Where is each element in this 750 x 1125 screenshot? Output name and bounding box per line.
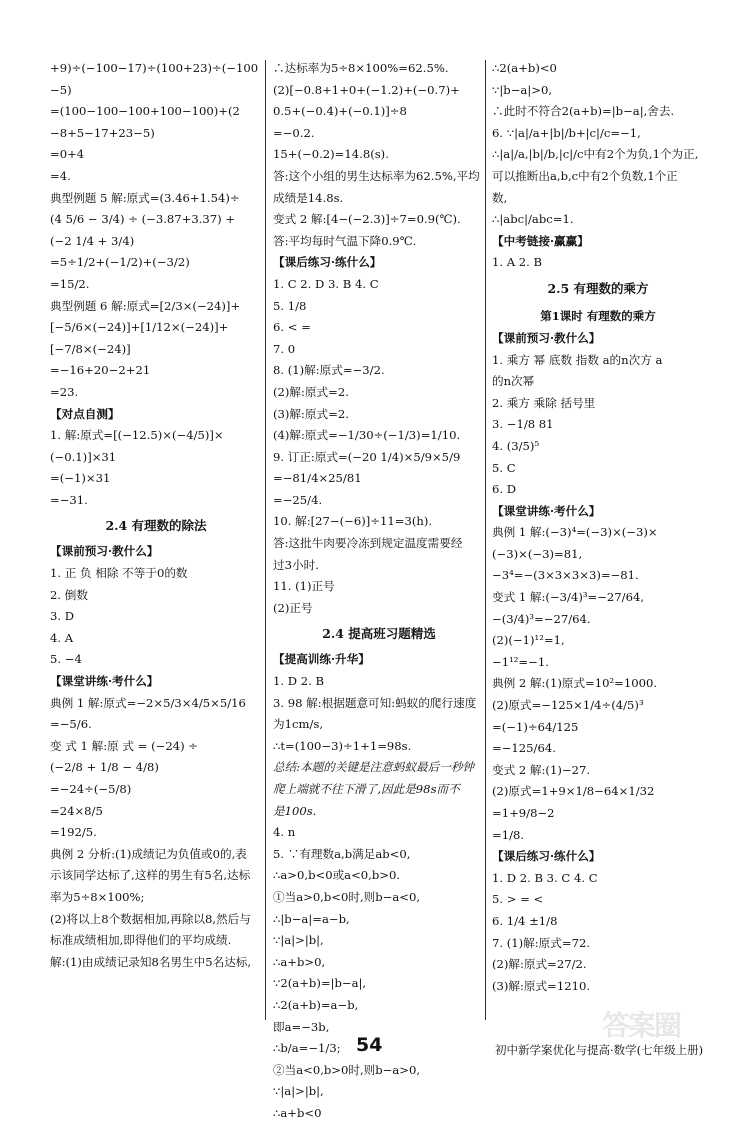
answer-line: (2)解:原式=2. bbox=[273, 384, 349, 399]
answer-line: 解:(1)由成绩记录知8名男生中5名达标, bbox=[50, 954, 252, 969]
answer-line: 变式 2 解:(1)−27. bbox=[492, 762, 591, 777]
answer-line: 5. 1/8 bbox=[273, 298, 307, 313]
answer-line: =4. bbox=[50, 168, 71, 183]
answer-line: ∴此时不符合2(a+b)=|b−a|,舍去. bbox=[492, 104, 675, 119]
answer-line: 5. ∵有理数a,b满足ab<0, bbox=[273, 846, 411, 861]
answer-line: =−5/6. bbox=[50, 717, 92, 732]
answer-line: 15+(−0.2)=14.8(s). bbox=[273, 147, 389, 162]
answer-line: 示该同学达标了,这样的男生有5名,达标 bbox=[50, 868, 251, 883]
answer-line: 1. 正 负 相除 不等于0的数 bbox=[50, 566, 188, 581]
page-number: 54 bbox=[356, 1034, 383, 1056]
answer-line: ∵|b−a|>0, bbox=[492, 82, 553, 97]
answer-line: (4 5/6 − 3/4) ÷ (−3.87+3.37) + bbox=[50, 212, 236, 227]
answer-line: 典例 1 解:(−3)⁴=(−3)×(−3)× bbox=[492, 525, 658, 540]
answer-line: =24×8/5 bbox=[50, 803, 103, 818]
answer-line: −8+5−17+23−5) bbox=[50, 125, 155, 140]
answer-line: 的n次幂 bbox=[492, 374, 535, 389]
answer-line: 4. A bbox=[50, 630, 74, 645]
answer-line: 即a=−3b, bbox=[273, 1019, 330, 1034]
section-tag: 【对点自测】 bbox=[50, 406, 120, 421]
answer-line: 1. A 2. B bbox=[492, 255, 543, 270]
answer-line: 4. (3/5)⁵ bbox=[492, 438, 540, 453]
answer-line: 爬上端就不往下滑了,因此是98s而不 bbox=[273, 782, 460, 796]
answer-line: 变式 2 解:[4−(−2.3)]÷7=0.9(℃). bbox=[273, 212, 461, 227]
answer-line: 过3小时. bbox=[273, 557, 319, 572]
answer-line: ∴|a|/a,|b|/b,|c|/c中有2个为负,1个为正, bbox=[492, 147, 699, 162]
answer-line: ∴|abc|/abc=1. bbox=[492, 212, 574, 227]
answer-line: =(100−100−100+100−100)+(2 bbox=[50, 104, 240, 119]
answer-line: 11. (1)正号 bbox=[273, 579, 335, 594]
answer-line: 0.5+(−0.4)+(−0.1)]÷8 bbox=[273, 104, 407, 119]
answer-line: 标准成绩相加,即得他们的平均成绩. bbox=[50, 933, 232, 948]
answer-line: 数, bbox=[492, 190, 508, 205]
answer-line: (3)解:原式=1210. bbox=[492, 978, 591, 993]
answer-line: 8. (1)解:原式=−3/2. bbox=[273, 363, 385, 378]
answer-line: (4)解:原式=−1/30÷(−1/3)=1/10. bbox=[273, 428, 461, 443]
answer-line: =23. bbox=[50, 384, 79, 399]
answer-line: (−3)×(−3)=81, bbox=[492, 546, 583, 561]
answer-line: 成绩是14.8s. bbox=[273, 190, 344, 205]
answer-line: −(3/4)³=−27/64. bbox=[492, 611, 591, 626]
right-column bbox=[492, 58, 704, 997]
answer-line: 2. 乘方 乘除 括号里 bbox=[492, 395, 596, 410]
answer-line: ∴a+b<0 bbox=[273, 1105, 322, 1120]
answer-line: −3⁴=−(3×3×3×3)=−81. bbox=[492, 568, 639, 583]
answer-line: 3. −1/8 81 bbox=[492, 417, 554, 432]
answer-line: 5. C bbox=[492, 460, 516, 475]
section-heading: 2.4 提高班习题精选 bbox=[322, 626, 436, 642]
answer-line: (−2 1/4 + 3/4) bbox=[50, 233, 135, 248]
answer-line: 答:这个小组的男生达标率为62.5%,平均 bbox=[273, 168, 480, 183]
answer-line: 总结:本题的关键是注意蚂蚁最后一秒钟 bbox=[273, 760, 475, 775]
answer-line: 答:平均每时气温下降0.9℃. bbox=[273, 233, 417, 248]
answer-line: =0+4 bbox=[50, 147, 85, 162]
section-tag: 【中考链接·赢赢】 bbox=[492, 233, 589, 248]
answer-line: ∴b/a=−1/3; bbox=[273, 1041, 341, 1056]
answer-line: (2)解:原式=27/2. bbox=[492, 957, 587, 972]
answer-line: 为1cm/s, bbox=[273, 717, 323, 732]
answer-line: =1+9/8−2 bbox=[492, 806, 555, 820]
answer-line: ∵|a|>|b|, bbox=[273, 1084, 324, 1099]
answer-line: =−25/4. bbox=[273, 492, 323, 507]
column-divider bbox=[485, 60, 486, 1020]
answer-line: 2. 倒数 bbox=[50, 587, 88, 602]
footer-title: 初中新学案优化与提高·数学(七年级上册) bbox=[495, 1043, 704, 1057]
answer-line: 1. D 2. B 3. C 4. C bbox=[492, 870, 598, 885]
answer-line: ∵2(a+b)=|b−a|, bbox=[273, 976, 367, 991]
answer-line: 4. n bbox=[273, 825, 296, 840]
answer-line: 3. D bbox=[50, 609, 75, 624]
answer-line: =−16+20−2+21 bbox=[50, 363, 151, 378]
answer-line: (−0.1)]×31 bbox=[50, 449, 117, 464]
answer-line: =−24÷(−5/8) bbox=[50, 782, 132, 796]
answer-line: ②当a<0,b>0时,则b−a>0, bbox=[273, 1062, 421, 1077]
answer-line: 典型例题 5 解:原式=(3.46+1.54)÷ bbox=[50, 190, 240, 205]
answer-line: =192/5. bbox=[50, 825, 97, 840]
answer-line: 1. D 2. B bbox=[273, 674, 324, 689]
answer-line: −1¹²=−1. bbox=[492, 654, 549, 669]
answer-line: (−2/8 + 1/8 − 4/8) bbox=[50, 760, 159, 775]
answer-line: (2)正号 bbox=[273, 600, 313, 615]
section-tag: 【课后练习·练什么】 bbox=[273, 255, 382, 270]
answer-line: 典例 2 解:(1)原式=10²=1000. bbox=[492, 676, 658, 691]
answer-line: ∴t=(100−3)÷1+1=98s. bbox=[273, 738, 412, 753]
answer-line: 可以推断出a,b,c中有2个负数,1个正 bbox=[492, 168, 678, 183]
middle-column bbox=[273, 58, 485, 1125]
answer-line: (2)将以上8个数据相加,再除以8,然后与 bbox=[50, 911, 251, 926]
answer-line: 10. 解:[27−(−6)]÷11=3(h). bbox=[273, 514, 433, 529]
answer-line: (2)原式=1+9×1/8−64×1/32 bbox=[492, 784, 655, 799]
watermark: 答案圈 bbox=[602, 1009, 681, 1042]
section-heading: 2.5 有理数的乘方 bbox=[547, 280, 649, 296]
answer-line: 变 式 1 解:原 式 = (−24) ÷ bbox=[50, 738, 198, 753]
answer-line: =−81/4×25/81 bbox=[273, 471, 362, 486]
answer-line: 5. −4 bbox=[50, 652, 82, 667]
answer-line: 7. (1)解:原式=72. bbox=[492, 935, 591, 950]
answer-line: (2)[−0.8+1+0+(−1.2)+(−0.7)+ bbox=[273, 82, 460, 97]
section-tag: 【课后练习·练什么】 bbox=[492, 849, 601, 864]
answer-line: (3)解:原式=2. bbox=[273, 406, 349, 421]
answer-line: 5. > = < bbox=[492, 892, 544, 907]
answer-line: ∴2(a+b)<0 bbox=[492, 61, 557, 75]
answer-line: ∴a>0,b<0或a<0,b>0. bbox=[273, 868, 401, 883]
answer-line: (2)原式=−125×1/4÷(4/5)³ bbox=[492, 698, 644, 713]
answer-line: (2)(−1)¹²=1, bbox=[492, 633, 565, 648]
answer-line: =15/2. bbox=[50, 276, 90, 291]
answer-line: 1. 解:原式=[(−12.5)×(−4/5)]× bbox=[50, 428, 224, 443]
answer-line: 1. C 2. D 3. B 4. C bbox=[273, 276, 379, 291]
answer-line: 7. 0 bbox=[273, 341, 296, 356]
answer-line: =−125/64. bbox=[492, 741, 556, 756]
answer-line: =(−1)÷64/125 bbox=[492, 719, 579, 734]
answer-line: ∴a+b>0, bbox=[273, 954, 326, 969]
subsection-heading: 第1课时 有理数的乘方 bbox=[540, 308, 656, 323]
answer-line: 6. D bbox=[492, 482, 517, 497]
answer-line: ∴达标率为5÷8×100%=62.5%. bbox=[273, 61, 449, 75]
answer-line: 6. ∵|a|/a+|b|/b+|c|/c=−1, bbox=[492, 125, 641, 140]
answer-line: 9. 订正:原式=(−20 1/4)×5/9×5/9 bbox=[273, 449, 461, 464]
section-tag: 【课前预习·教什么】 bbox=[50, 544, 159, 559]
answer-line: +9)÷(−100−17)÷(100+23)÷(−100 bbox=[50, 61, 259, 75]
answer-line: 1. 乘方 幂 底数 指数 a的n次方 a bbox=[492, 352, 663, 367]
answer-line: ∵|a|>|b|, bbox=[273, 933, 324, 948]
answer-line: =(−1)×31 bbox=[50, 471, 111, 486]
answer-line: ∴|b−a|=a−b, bbox=[273, 911, 350, 926]
answer-line: =−0.2. bbox=[273, 125, 315, 140]
answer-line: =1/8. bbox=[492, 827, 525, 842]
answer-line: 是100s. bbox=[273, 803, 317, 818]
column-divider bbox=[265, 60, 266, 1020]
answer-line: =5÷1/2+(−1/2)+(−3/2) bbox=[50, 255, 190, 270]
answer-line: 典型例题 6 解:原式=[2/3×(−24)]+ bbox=[50, 298, 241, 313]
answer-line: [−5/6×(−24)]+[1/12×(−24)]+ bbox=[50, 320, 229, 335]
answer-line: 变式 1 解:(−3/4)³=−27/64, bbox=[492, 590, 645, 605]
answer-line: [−7/8×(−24)] bbox=[50, 341, 131, 356]
section-tag: 【课堂讲练·考什么】 bbox=[50, 674, 159, 689]
answer-line: −5) bbox=[50, 82, 72, 97]
answer-line: 6. < = bbox=[273, 320, 311, 335]
left-column bbox=[50, 58, 262, 973]
answer-line: 典例 1 解:原式=−2×5/3×4/5×5/16 bbox=[50, 695, 246, 710]
section-tag: 【课堂讲练·考什么】 bbox=[492, 503, 601, 518]
answer-line: 答:这批牛肉要冷冻到规定温度需要经 bbox=[273, 536, 463, 551]
section-heading: 2.4 有理数的除法 bbox=[105, 518, 207, 534]
section-tag: 【课前预习·教什么】 bbox=[492, 330, 601, 345]
answer-line: 3. 98 解:根据题意可知:蚂蚁的爬行速度 bbox=[273, 695, 477, 710]
answer-line: ∴2(a+b)=a−b, bbox=[273, 997, 359, 1012]
answer-line: 典例 2 分析:(1)成绩记为负值或0的,表 bbox=[50, 846, 247, 861]
answer-line: ①当a>0,b<0时,则b−a<0, bbox=[273, 889, 421, 904]
answer-line: 率为5÷8×100%; bbox=[50, 889, 145, 904]
answer-line: 6. 1/4 ±1/8 bbox=[492, 913, 558, 928]
answer-line: =−31. bbox=[50, 492, 88, 507]
section-tag: 【提高训练·升华】 bbox=[273, 652, 370, 667]
